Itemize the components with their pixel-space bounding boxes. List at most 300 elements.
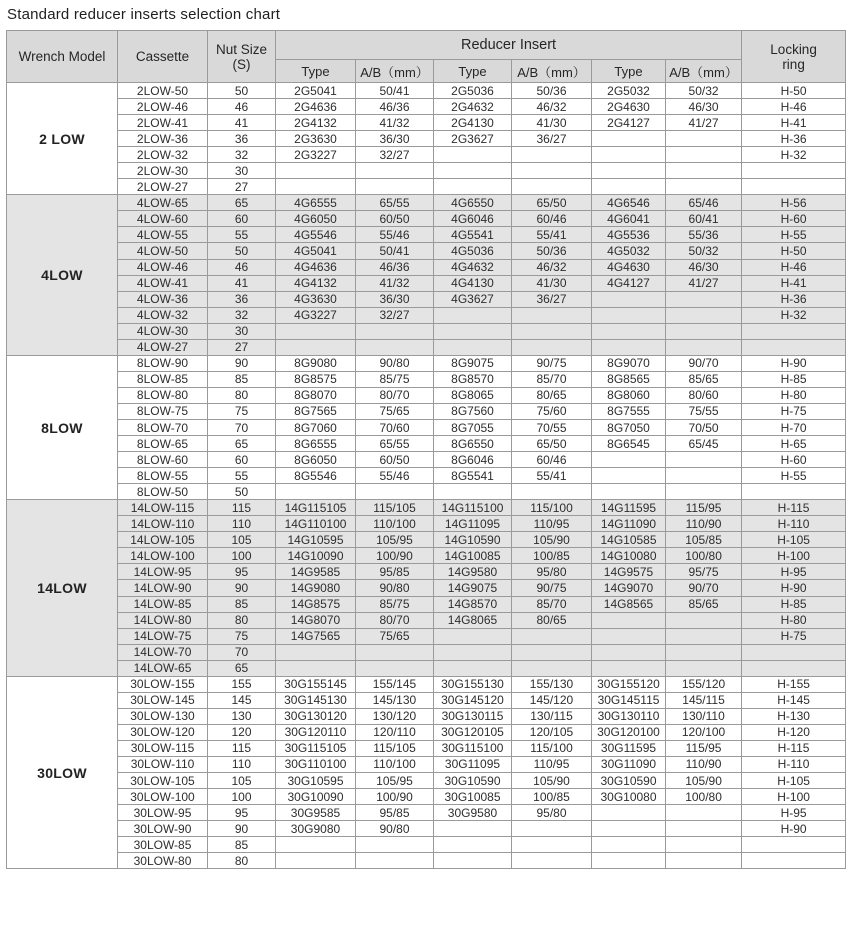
ab3-cell: 100/80 (666, 789, 742, 805)
nut-size-cell: 85 (208, 371, 276, 387)
table-row (7, 243, 846, 259)
type1-cell (276, 179, 356, 195)
locking-ring-cell: H-95 (742, 805, 846, 821)
cassette-cell: 30LOW-85 (118, 837, 208, 853)
header-nut-size (208, 31, 276, 83)
cassette-cell: 4LOW-50 (118, 243, 208, 259)
type3-cell: 14G10080 (592, 548, 666, 564)
header-type-1: Type (276, 60, 356, 83)
type1-cell: 30G120110 (276, 724, 356, 740)
locking-ring-cell: H-105 (742, 773, 846, 789)
type3-cell: 30G145115 (592, 692, 666, 708)
locking-ring-cell: H-50 (742, 243, 846, 259)
ab1-cell: 100/90 (356, 789, 434, 805)
table-row (7, 564, 846, 580)
ab3-cell: 50/32 (666, 83, 742, 99)
cassette-cell: 30LOW-95 (118, 805, 208, 821)
nut-size-cell: 41 (208, 275, 276, 291)
type3-cell: 8G7555 (592, 403, 666, 419)
cassette-cell: 14LOW-75 (118, 628, 208, 644)
cassette-cell: 14LOW-90 (118, 580, 208, 596)
type1-cell (276, 339, 356, 355)
type3-cell: 4G4630 (592, 259, 666, 275)
table-row (7, 403, 846, 419)
ab1-cell: 32/27 (356, 307, 434, 323)
ab2-cell (512, 628, 592, 644)
header-type-3: Type (592, 60, 666, 83)
cassette-cell: 30LOW-100 (118, 789, 208, 805)
locking-ring-cell: H-130 (742, 708, 846, 724)
locking-ring-cell: H-75 (742, 403, 846, 419)
locking-ring-cell: H-56 (742, 195, 846, 211)
type2-cell: 8G7560 (434, 403, 512, 419)
table-row (7, 756, 846, 772)
table-row (7, 195, 846, 211)
ab2-cell: 105/90 (512, 532, 592, 548)
ab3-cell: 85/65 (666, 371, 742, 387)
type1-cell: 30G9585 (276, 805, 356, 821)
ab1-cell: 80/70 (356, 387, 434, 403)
type1-cell: 30G145130 (276, 692, 356, 708)
nut-size-cell: 90 (208, 821, 276, 837)
locking-ring-cell: H-41 (742, 275, 846, 291)
cassette-cell: 2LOW-36 (118, 131, 208, 147)
locking-ring-cell: H-32 (742, 307, 846, 323)
locking-ring-cell: H-46 (742, 259, 846, 275)
type3-cell (592, 628, 666, 644)
table-row (7, 596, 846, 612)
type1-cell (276, 323, 356, 339)
table-row (7, 837, 846, 853)
type1-cell: 30G9080 (276, 821, 356, 837)
type2-cell (434, 179, 512, 195)
ab3-cell: 105/90 (666, 773, 742, 789)
type2-cell (434, 307, 512, 323)
ab3-cell: 90/70 (666, 580, 742, 596)
type3-cell (592, 179, 666, 195)
ab2-cell: 90/75 (512, 580, 592, 596)
nut-size-cell: 80 (208, 853, 276, 869)
cassette-cell: 30LOW-80 (118, 853, 208, 869)
cassette-cell: 4LOW-36 (118, 291, 208, 307)
type3-cell: 14G9070 (592, 580, 666, 596)
ab3-cell: 75/55 (666, 403, 742, 419)
ab2-cell: 70/55 (512, 419, 592, 435)
cassette-cell: 14LOW-100 (118, 548, 208, 564)
type1-cell: 4G4636 (276, 259, 356, 275)
table-row (7, 211, 846, 227)
ab2-cell: 85/70 (512, 596, 592, 612)
header-nut-size-line2: (S) (232, 56, 251, 72)
locking-ring-cell: H-50 (742, 83, 846, 99)
page-title: Standard reducer inserts selection chart (7, 6, 281, 23)
cassette-cell: 2LOW-41 (118, 115, 208, 131)
cassette-cell: 14LOW-65 (118, 660, 208, 676)
ab1-cell: 46/36 (356, 259, 434, 275)
ab2-cell: 110/95 (512, 516, 592, 532)
table-row (7, 179, 846, 195)
table-row (7, 452, 846, 468)
locking-ring-cell (742, 339, 846, 355)
type3-cell: 14G10585 (592, 532, 666, 548)
type1-cell: 8G5546 (276, 468, 356, 484)
cassette-cell: 30LOW-90 (118, 821, 208, 837)
type3-cell (592, 484, 666, 500)
table-row (7, 692, 846, 708)
ab1-cell (356, 323, 434, 339)
type2-cell: 8G9075 (434, 355, 512, 371)
locking-ring-cell: H-105 (742, 532, 846, 548)
type1-cell: 4G6050 (276, 211, 356, 227)
type2-cell: 4G5541 (434, 227, 512, 243)
wrench-model-cell: 4LOW (7, 195, 118, 355)
nut-size-cell: 27 (208, 179, 276, 195)
ab2-cell: 100/85 (512, 548, 592, 564)
locking-ring-cell: H-60 (742, 452, 846, 468)
wrench-model-cell: 2 LOW (7, 83, 118, 195)
ab2-cell: 155/130 (512, 676, 592, 692)
table-row (7, 468, 846, 484)
type2-cell: 30G10590 (434, 773, 512, 789)
ab3-cell: 55/36 (666, 227, 742, 243)
ab2-cell: 36/27 (512, 131, 592, 147)
ab2-cell (512, 821, 592, 837)
ab3-cell: 130/110 (666, 708, 742, 724)
cassette-cell: 30LOW-155 (118, 676, 208, 692)
ab2-cell: 55/41 (512, 227, 592, 243)
nut-size-cell: 27 (208, 339, 276, 355)
ab2-cell: 85/70 (512, 371, 592, 387)
ab1-cell: 95/85 (356, 805, 434, 821)
ab3-cell (666, 805, 742, 821)
locking-ring-cell (742, 484, 846, 500)
type3-cell (592, 323, 666, 339)
type2-cell: 30G10085 (434, 789, 512, 805)
table-row (7, 227, 846, 243)
type1-cell: 8G6050 (276, 452, 356, 468)
type2-cell: 30G9580 (434, 805, 512, 821)
nut-size-cell: 80 (208, 612, 276, 628)
ab1-cell: 115/105 (356, 740, 434, 756)
ab3-cell: 115/95 (666, 500, 742, 516)
ab2-cell (512, 323, 592, 339)
type3-cell: 30G120100 (592, 724, 666, 740)
locking-ring-cell (742, 660, 846, 676)
ab2-cell: 60/46 (512, 452, 592, 468)
header-ab-2: A/B（mm） (512, 60, 592, 83)
ab3-cell (666, 853, 742, 869)
nut-size-cell: 115 (208, 500, 276, 516)
ab2-cell (512, 660, 592, 676)
table-header (7, 31, 846, 83)
nut-size-cell: 85 (208, 837, 276, 853)
ab2-cell: 145/120 (512, 692, 592, 708)
locking-ring-cell: H-90 (742, 580, 846, 596)
table-row (7, 740, 846, 756)
ab2-cell: 46/32 (512, 99, 592, 115)
table-row (7, 259, 846, 275)
header-wrench-model: Wrench Model (7, 31, 118, 83)
type2-cell: 4G6550 (434, 195, 512, 211)
type3-cell (592, 291, 666, 307)
locking-ring-cell: H-100 (742, 789, 846, 805)
ab1-cell (356, 339, 434, 355)
cassette-cell: 4LOW-41 (118, 275, 208, 291)
ab2-cell: 50/36 (512, 243, 592, 259)
type1-cell: 8G9080 (276, 355, 356, 371)
type3-cell (592, 339, 666, 355)
ab2-cell: 65/50 (512, 436, 592, 452)
ab2-cell: 41/30 (512, 115, 592, 131)
nut-size-cell: 36 (208, 291, 276, 307)
type2-cell: 8G7055 (434, 419, 512, 435)
ab1-cell (356, 853, 434, 869)
header-row-1 (7, 31, 846, 60)
type3-cell: 2G5032 (592, 83, 666, 99)
ab3-cell: 65/45 (666, 436, 742, 452)
ab2-cell: 115/100 (512, 740, 592, 756)
cassette-cell: 4LOW-46 (118, 259, 208, 275)
nut-size-cell: 46 (208, 259, 276, 275)
cassette-cell: 14LOW-110 (118, 516, 208, 532)
type2-cell: 2G4632 (434, 99, 512, 115)
type3-cell: 8G8565 (592, 371, 666, 387)
cassette-cell: 8LOW-65 (118, 436, 208, 452)
ab2-cell (512, 339, 592, 355)
ab1-cell: 46/36 (356, 99, 434, 115)
ab1-cell: 120/110 (356, 724, 434, 740)
locking-ring-cell: H-85 (742, 371, 846, 387)
ab2-cell (512, 147, 592, 163)
table-row (7, 147, 846, 163)
type1-cell: 14G7565 (276, 628, 356, 644)
ab2-cell: 50/36 (512, 83, 592, 99)
type2-cell (434, 147, 512, 163)
cassette-cell: 2LOW-32 (118, 147, 208, 163)
table-row (7, 660, 846, 676)
type1-cell (276, 484, 356, 500)
nut-size-cell: 90 (208, 580, 276, 596)
type2-cell: 4G5036 (434, 243, 512, 259)
nut-size-cell: 100 (208, 789, 276, 805)
table-row (7, 532, 846, 548)
ab1-cell: 55/46 (356, 227, 434, 243)
type1-cell: 4G5041 (276, 243, 356, 259)
cassette-cell: 4LOW-65 (118, 195, 208, 211)
table-row (7, 724, 846, 740)
nut-size-cell: 55 (208, 468, 276, 484)
table-row (7, 83, 846, 99)
reducer-chart-table (6, 30, 846, 869)
ab3-cell: 120/100 (666, 724, 742, 740)
locking-ring-cell (742, 837, 846, 853)
type2-cell: 30G145120 (434, 692, 512, 708)
type2-cell: 4G4130 (434, 275, 512, 291)
table-row (7, 275, 846, 291)
ab3-cell: 110/90 (666, 756, 742, 772)
cassette-cell: 4LOW-32 (118, 307, 208, 323)
type1-cell (276, 837, 356, 853)
type2-cell: 4G6046 (434, 211, 512, 227)
cassette-cell: 14LOW-85 (118, 596, 208, 612)
ab1-cell: 105/95 (356, 532, 434, 548)
ab1-cell (356, 660, 434, 676)
type1-cell: 30G110100 (276, 756, 356, 772)
type2-cell: 14G9075 (434, 580, 512, 596)
type3-cell: 30G11595 (592, 740, 666, 756)
type3-cell (592, 468, 666, 484)
table-row (7, 484, 846, 500)
type3-cell (592, 131, 666, 147)
type1-cell: 4G6555 (276, 195, 356, 211)
type2-cell: 8G6046 (434, 452, 512, 468)
ab1-cell: 75/65 (356, 628, 434, 644)
ab1-cell: 115/105 (356, 500, 434, 516)
type1-cell: 2G5041 (276, 83, 356, 99)
ab1-cell: 36/30 (356, 131, 434, 147)
table-row (7, 419, 846, 435)
ab1-cell: 155/145 (356, 676, 434, 692)
ab1-cell: 36/30 (356, 291, 434, 307)
ab1-cell: 85/75 (356, 371, 434, 387)
type3-cell: 14G11595 (592, 500, 666, 516)
type1-cell: 30G10090 (276, 789, 356, 805)
locking-ring-cell: H-36 (742, 291, 846, 307)
nut-size-cell: 70 (208, 644, 276, 660)
ab3-cell: 95/75 (666, 564, 742, 580)
type1-cell: 14G9080 (276, 580, 356, 596)
ab3-cell (666, 837, 742, 853)
cassette-cell: 30LOW-145 (118, 692, 208, 708)
type3-cell (592, 821, 666, 837)
type1-cell: 14G110100 (276, 516, 356, 532)
type2-cell (434, 821, 512, 837)
ab2-cell: 46/32 (512, 259, 592, 275)
table-row (7, 355, 846, 371)
ab1-cell: 130/120 (356, 708, 434, 724)
table-row (7, 99, 846, 115)
type3-cell: 14G11090 (592, 516, 666, 532)
ab3-cell: 110/90 (666, 516, 742, 532)
type2-cell (434, 484, 512, 500)
table-body (7, 83, 846, 869)
type2-cell: 2G3627 (434, 131, 512, 147)
type2-cell: 4G4632 (434, 259, 512, 275)
ab1-cell: 32/27 (356, 147, 434, 163)
ab1-cell (356, 644, 434, 660)
locking-ring-cell: H-65 (742, 436, 846, 452)
header-ab-3: A/B（mm） (666, 60, 742, 83)
header-nut-size-line1: Nut Size (215, 41, 268, 57)
table-row (7, 676, 846, 692)
type1-cell (276, 660, 356, 676)
ab1-cell: 65/55 (356, 195, 434, 211)
cassette-cell: 14LOW-80 (118, 612, 208, 628)
nut-size-cell: 65 (208, 436, 276, 452)
nut-size-cell: 105 (208, 532, 276, 548)
table-row (7, 789, 846, 805)
table-row (7, 323, 846, 339)
type1-cell: 30G115105 (276, 740, 356, 756)
nut-size-cell: 95 (208, 564, 276, 580)
type3-cell (592, 163, 666, 179)
cassette-cell: 8LOW-75 (118, 403, 208, 419)
type3-cell (592, 644, 666, 660)
ab3-cell: 85/65 (666, 596, 742, 612)
locking-ring-cell: H-36 (742, 131, 846, 147)
type3-cell: 30G155120 (592, 676, 666, 692)
type1-cell: 30G130120 (276, 708, 356, 724)
nut-size-cell: 155 (208, 676, 276, 692)
type3-cell: 8G9070 (592, 355, 666, 371)
cassette-cell: 30LOW-115 (118, 740, 208, 756)
locking-ring-cell: H-80 (742, 612, 846, 628)
ab3-cell (666, 484, 742, 500)
wrench-model-cell: 14LOW (7, 500, 118, 677)
nut-size-cell: 41 (208, 115, 276, 131)
ab3-cell: 70/50 (666, 419, 742, 435)
locking-ring-cell: H-110 (742, 516, 846, 532)
type3-cell: 4G5032 (592, 243, 666, 259)
ab2-cell: 130/115 (512, 708, 592, 724)
ab1-cell: 110/100 (356, 516, 434, 532)
type1-cell: 8G8575 (276, 371, 356, 387)
type1-cell: 4G3630 (276, 291, 356, 307)
ab2-cell: 55/41 (512, 468, 592, 484)
ab2-cell: 100/85 (512, 789, 592, 805)
type2-cell: 14G8065 (434, 612, 512, 628)
ab2-cell (512, 163, 592, 179)
type1-cell: 4G4132 (276, 275, 356, 291)
type2-cell: 14G11095 (434, 516, 512, 532)
table-row (7, 436, 846, 452)
type3-cell: 8G6545 (592, 436, 666, 452)
locking-ring-cell: H-155 (742, 676, 846, 692)
ab1-cell: 41/32 (356, 115, 434, 131)
ab2-cell: 115/100 (512, 500, 592, 516)
nut-size-cell: 110 (208, 516, 276, 532)
cassette-cell: 8LOW-90 (118, 355, 208, 371)
ab1-cell (356, 179, 434, 195)
cassette-cell: 8LOW-85 (118, 371, 208, 387)
type3-cell: 30G10080 (592, 789, 666, 805)
cassette-cell: 30LOW-105 (118, 773, 208, 789)
cassette-cell: 8LOW-70 (118, 419, 208, 435)
locking-ring-cell: H-90 (742, 821, 846, 837)
locking-ring-cell: H-70 (742, 419, 846, 435)
ab3-cell (666, 468, 742, 484)
table-row (7, 163, 846, 179)
header-locking-ring (742, 31, 846, 83)
type2-cell (434, 853, 512, 869)
ab2-cell: 75/60 (512, 403, 592, 419)
type1-cell (276, 644, 356, 660)
cassette-cell: 14LOW-115 (118, 500, 208, 516)
ab1-cell: 80/70 (356, 612, 434, 628)
ab2-cell: 105/90 (512, 773, 592, 789)
cassette-cell: 8LOW-50 (118, 484, 208, 500)
table-row (7, 500, 846, 516)
nut-size-cell: 90 (208, 355, 276, 371)
cassette-cell: 2LOW-30 (118, 163, 208, 179)
ab3-cell: 46/30 (666, 99, 742, 115)
ab2-cell: 80/65 (512, 387, 592, 403)
table-row (7, 307, 846, 323)
ab3-cell: 115/95 (666, 740, 742, 756)
nut-size-cell: 46 (208, 99, 276, 115)
type3-cell (592, 837, 666, 853)
header-type-2: Type (434, 60, 512, 83)
